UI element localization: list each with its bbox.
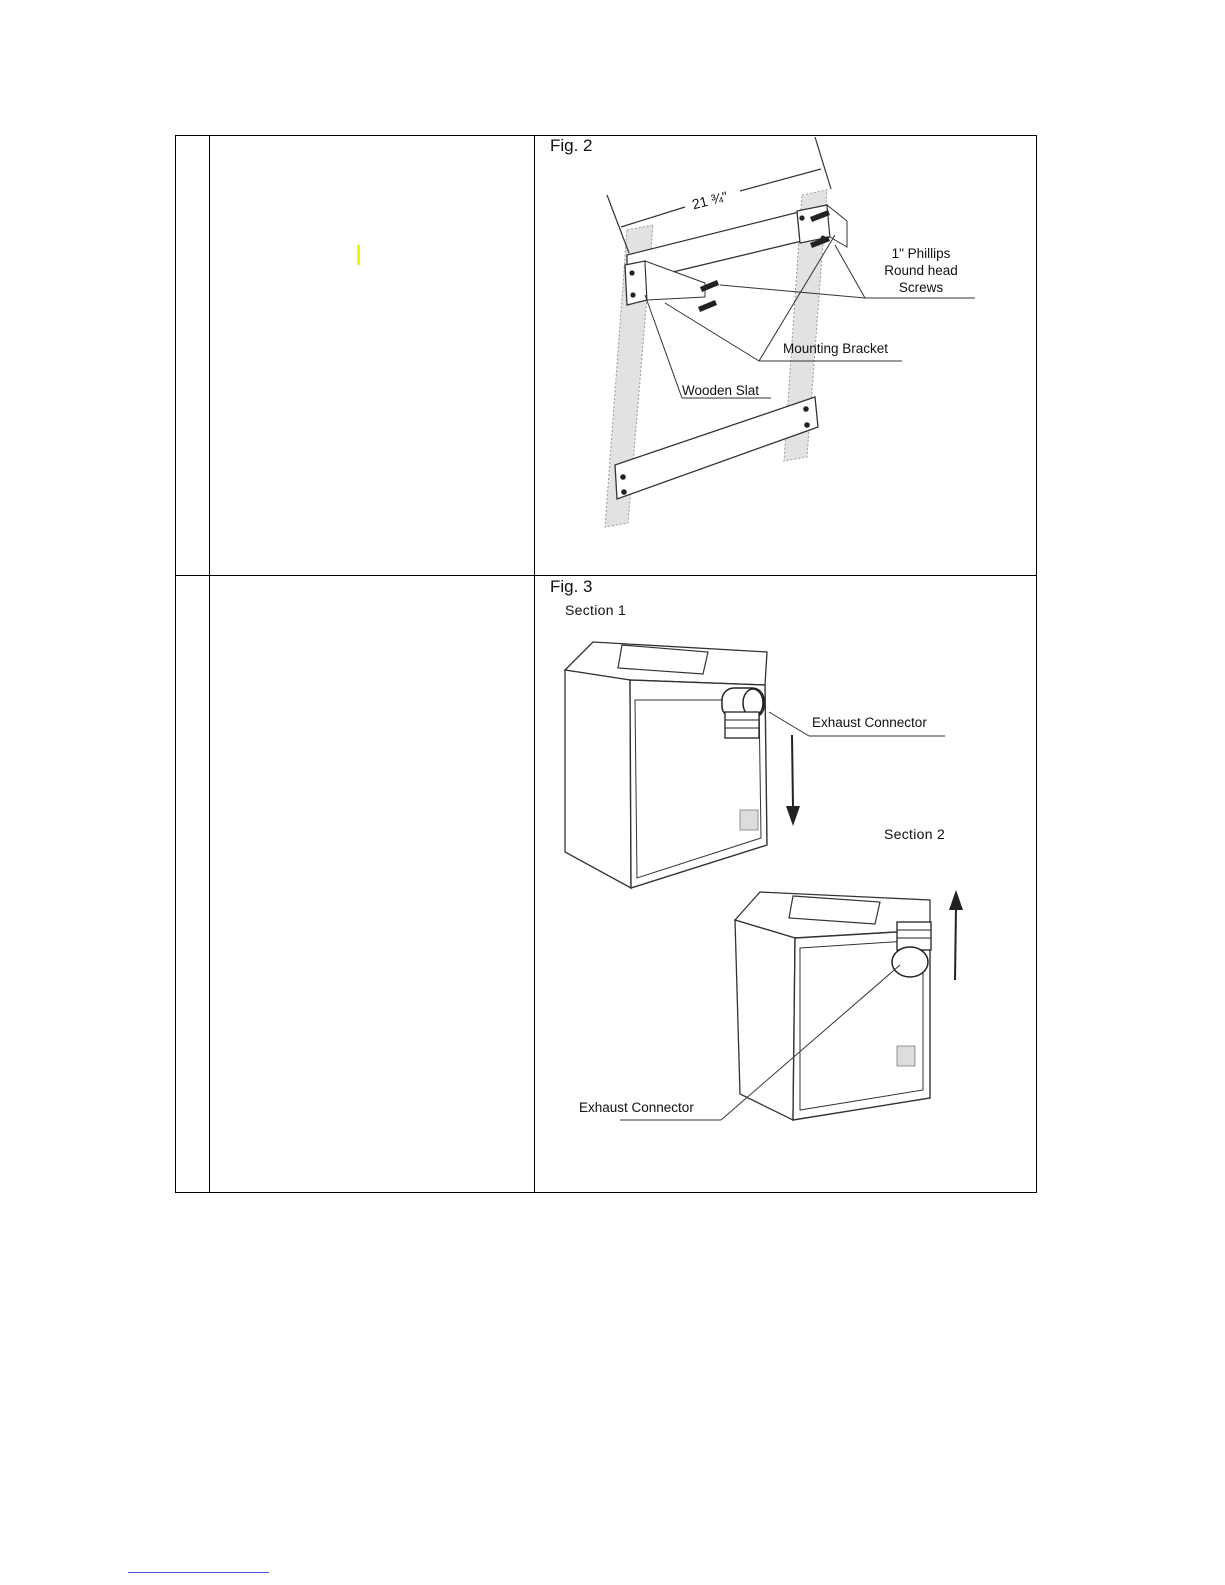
row-divider xyxy=(176,575,1036,576)
fig2-dimension: 21 ¾" xyxy=(690,188,730,213)
fig3-title: Fig. 3 xyxy=(550,577,593,596)
footnote-rule xyxy=(128,1572,269,1573)
screw-label-line-3: Screws xyxy=(898,280,944,295)
fig2-bracket-callout: Mounting Bracket xyxy=(783,341,889,356)
fig2-slat-callout: Wooden Slat xyxy=(682,383,760,398)
heater-unit-section1 xyxy=(565,642,945,888)
fig3-section-2: Section 2 xyxy=(884,826,946,842)
text-cursor-highlight xyxy=(357,245,360,265)
screw-label-line-2: Round head xyxy=(884,263,958,278)
column-divider-number xyxy=(209,136,210,1192)
fig3-section-1: Section 1 xyxy=(565,602,627,618)
screw-label-line-1: 1" Phillips xyxy=(891,246,951,261)
fig3-connector-callout-1: Exhaust Connector xyxy=(812,715,927,730)
heater-unit-section2 xyxy=(620,890,963,1120)
fig2-title: Fig. 2 xyxy=(550,136,593,155)
fig2-screw-callout xyxy=(875,245,967,296)
fig3-connector-callout-2: Exhaust Connector xyxy=(579,1100,694,1115)
